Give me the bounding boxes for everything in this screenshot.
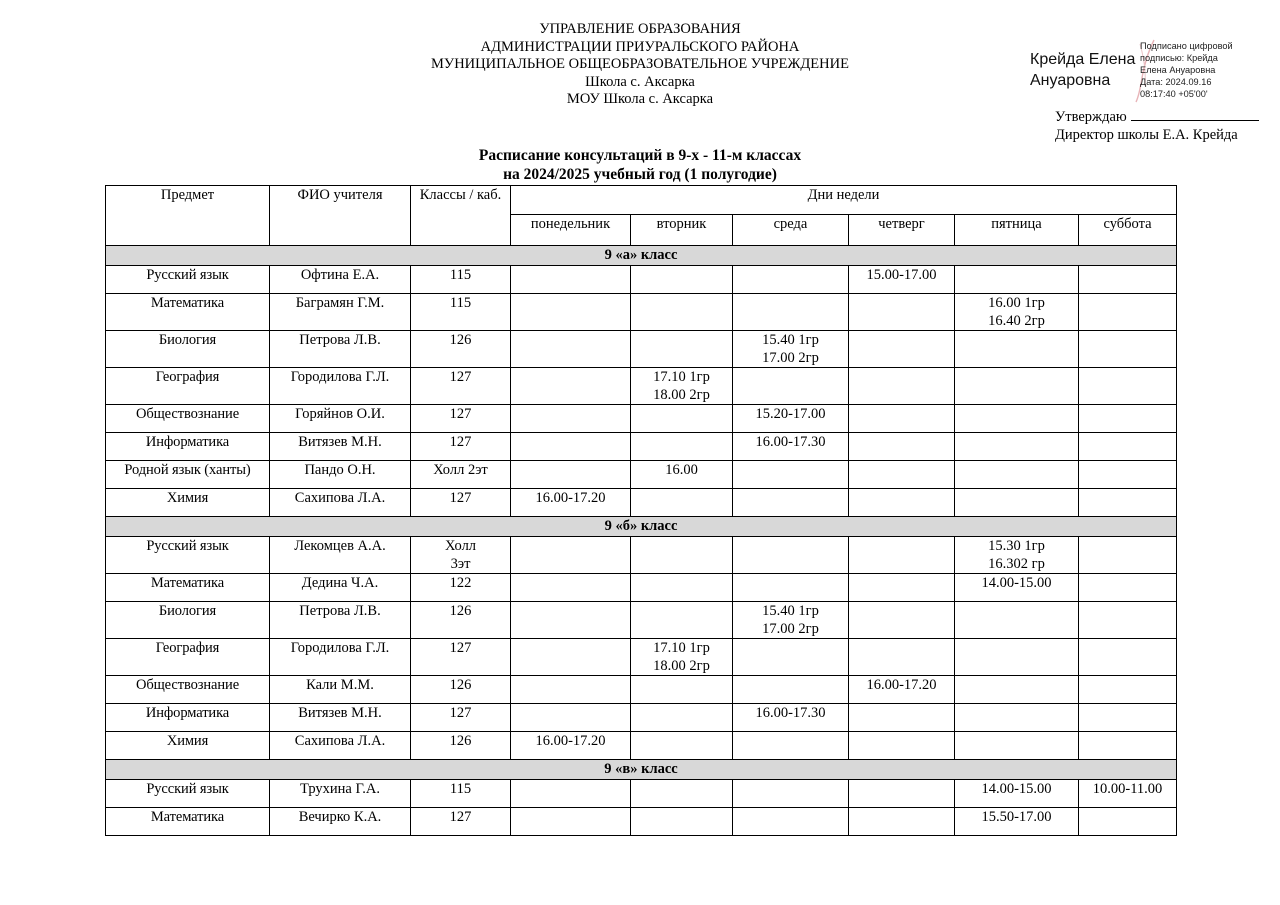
class-section-row [106, 246, 1177, 266]
header-day-wednesday: среда [733, 215, 849, 246]
approve-label: Утверждаю [1055, 109, 1127, 125]
time-cell-friday [955, 266, 1079, 294]
table-row [106, 537, 1177, 574]
room-cell: 126 [411, 732, 511, 760]
cell-line: 15.40 1гр [762, 332, 819, 348]
room-cell: 127 [411, 368, 511, 405]
time-cell-thursday [849, 461, 955, 489]
teacher-cell: Витязев М.Н. [270, 433, 411, 461]
time-cell-monday [511, 461, 631, 489]
table-row [106, 602, 1177, 639]
subject-cell: Русский язык [106, 266, 270, 294]
time-cell-saturday [1079, 368, 1177, 405]
time-cell-wednesday [733, 574, 849, 602]
time-cell-friday [955, 732, 1079, 760]
signer-name [1030, 49, 1135, 91]
cell-line: 15.30 1гр [988, 538, 1045, 554]
time-cell-friday: 14.00-15.00 [955, 780, 1079, 808]
time-cell-saturday [1079, 537, 1177, 574]
time-cell-tuesday [631, 704, 733, 732]
time-cell-wednesday [733, 294, 849, 331]
time-cell-thursday [849, 639, 955, 676]
time-cell-monday [511, 780, 631, 808]
cell-line: 16.40 2гр [988, 313, 1045, 329]
time-cell-saturday [1079, 808, 1177, 836]
time-cell-thursday: 16.00-17.20 [849, 676, 955, 704]
time-cell-tuesday [631, 294, 733, 331]
signer-name-line: Ануаровна [1030, 72, 1111, 89]
time-cell-monday [511, 266, 631, 294]
time-cell-thursday [849, 294, 955, 331]
title-line: Расписание консультаций в 9-х - 11-м классах [478, 147, 802, 164]
time-cell-thursday [849, 602, 955, 639]
time-cell-tuesday [631, 331, 733, 368]
time-cell-tuesday [631, 405, 733, 433]
room-cell: 126 [411, 602, 511, 639]
time-cell-friday [955, 676, 1079, 704]
time-cell-tuesday [631, 639, 733, 676]
subject-cell: Химия [106, 489, 270, 517]
document-title [340, 146, 940, 184]
time-cell-friday [955, 704, 1079, 732]
subject-cell: Биология [106, 331, 270, 368]
header-line: МУНИЦИПАЛЬНОЕ ОБЩЕОБРАЗОВАТЕЛЬНОЕ УЧРЕЖДЕНИЕ [431, 56, 849, 72]
table-row [106, 433, 1177, 461]
time-cell-saturday [1079, 489, 1177, 517]
table-row [106, 732, 1177, 760]
time-cell-tuesday [631, 732, 733, 760]
cell-line: 16.00 1гр [988, 295, 1045, 311]
subject-cell: География [106, 639, 270, 676]
teacher-cell: Трухина Г.А. [270, 780, 411, 808]
signer-name-line: Крейда Елена [1030, 51, 1136, 68]
cell-line: 18.00 2гр [653, 658, 710, 674]
time-cell-monday [511, 676, 631, 704]
time-cell-thursday [849, 331, 955, 368]
subject-cell: Информатика [106, 433, 270, 461]
time-cell-saturday [1079, 294, 1177, 331]
room-cell: 127 [411, 433, 511, 461]
time-cell-tuesday [631, 602, 733, 639]
table-row [106, 704, 1177, 732]
teacher-cell: Лекомцев А.А. [270, 537, 411, 574]
table-row [106, 294, 1177, 331]
class-section-row [106, 517, 1177, 537]
time-cell-saturday [1079, 732, 1177, 760]
table-row [106, 368, 1177, 405]
time-cell-monday [511, 602, 631, 639]
time-cell-friday: 15.50-17.00 [955, 808, 1079, 836]
time-cell-wednesday [733, 266, 849, 294]
time-cell-thursday [849, 780, 955, 808]
time-cell-saturday [1079, 405, 1177, 433]
schedule-body [106, 246, 1177, 836]
time-cell-saturday [1079, 639, 1177, 676]
time-cell-wednesday [733, 732, 849, 760]
cell-line: 17.00 2гр [762, 621, 819, 637]
teacher-cell: Городилова Г.Л. [270, 639, 411, 676]
subject-cell: Информатика [106, 704, 270, 732]
time-cell-friday [955, 602, 1079, 639]
time-cell-friday [955, 294, 1079, 331]
time-cell-thursday [849, 537, 955, 574]
teacher-cell: Петрова Л.В. [270, 602, 411, 639]
room-cell: 127 [411, 639, 511, 676]
class-section-title: 9 «в» класс [106, 760, 1177, 780]
teacher-cell: Горяйнов О.И. [270, 405, 411, 433]
cell-line: Холл [444, 538, 477, 554]
cell-line: 3эт [450, 556, 471, 572]
teacher-cell: Пандо О.Н. [270, 461, 411, 489]
subject-cell: Русский язык [106, 537, 270, 574]
table-row [106, 489, 1177, 517]
time-cell-saturday [1079, 461, 1177, 489]
time-cell-thursday [849, 433, 955, 461]
room-cell: 127 [411, 405, 511, 433]
time-cell-tuesday [631, 266, 733, 294]
time-cell-saturday [1079, 433, 1177, 461]
table-row [106, 808, 1177, 836]
time-cell-tuesday [631, 574, 733, 602]
room-cell: 115 [411, 780, 511, 808]
time-cell-tuesday: 16.00 [631, 461, 733, 489]
time-cell-tuesday [631, 537, 733, 574]
time-cell-saturday: 10.00-11.00 [1079, 780, 1177, 808]
signature-detail-line: Дата: 2024.09.16 [1140, 77, 1212, 87]
time-cell-tuesday [631, 780, 733, 808]
teacher-cell: Кали М.М. [270, 676, 411, 704]
time-cell-monday [511, 808, 631, 836]
consultation-schedule-table [105, 185, 1177, 836]
table-row [106, 574, 1177, 602]
time-cell-saturday [1079, 331, 1177, 368]
subject-cell: Обществознание [106, 676, 270, 704]
cell-line: 16.302 гр [988, 556, 1045, 572]
table-row [106, 461, 1177, 489]
time-cell-wednesday: 16.00-17.30 [733, 433, 849, 461]
time-cell-tuesday [631, 676, 733, 704]
teacher-cell: Городилова Г.Л. [270, 368, 411, 405]
time-cell-monday [511, 294, 631, 331]
time-cell-wednesday [733, 368, 849, 405]
time-cell-monday [511, 368, 631, 405]
subject-cell: Биология [106, 602, 270, 639]
signature-detail-line: Подписано цифровой [1140, 41, 1233, 51]
table-row [106, 780, 1177, 808]
header-teacher: ФИО учителя [270, 186, 411, 246]
header-subject: Предмет [106, 186, 270, 246]
time-cell-wednesday [733, 639, 849, 676]
header-line: УПРАВЛЕНИЕ ОБРАЗОВАНИЯ [539, 21, 741, 37]
time-cell-friday [955, 405, 1079, 433]
table-row [106, 676, 1177, 704]
time-cell-saturday [1079, 602, 1177, 639]
teacher-cell: Вечирко К.А. [270, 808, 411, 836]
time-cell-wednesday [733, 461, 849, 489]
time-cell-wednesday: 15.20-17.00 [733, 405, 849, 433]
table-row [106, 639, 1177, 676]
header-day-thursday: четверг [849, 215, 955, 246]
subject-cell: Русский язык [106, 780, 270, 808]
room-cell: 115 [411, 294, 511, 331]
time-cell-friday [955, 331, 1079, 368]
approve-signature-line [1131, 108, 1259, 121]
teacher-cell: Сахипова Л.А. [270, 489, 411, 517]
time-cell-friday [955, 489, 1079, 517]
time-cell-thursday [849, 704, 955, 732]
time-cell-thursday [849, 574, 955, 602]
time-cell-wednesday [733, 331, 849, 368]
time-cell-wednesday [733, 780, 849, 808]
class-section-title: 9 «а» класс [106, 246, 1177, 266]
time-cell-wednesday [733, 808, 849, 836]
time-cell-saturday [1079, 676, 1177, 704]
class-section-row [106, 760, 1177, 780]
time-cell-friday [955, 537, 1079, 574]
cell-line: 18.00 2гр [653, 387, 710, 403]
signature-detail-line: Елена Ануаровна [1140, 65, 1216, 75]
time-cell-tuesday [631, 489, 733, 517]
room-cell: 126 [411, 676, 511, 704]
time-cell-tuesday [631, 808, 733, 836]
time-cell-thursday [849, 405, 955, 433]
header-line: МОУ Школа с. Аксарка [566, 91, 714, 107]
class-section-title: 9 «б» класс [106, 517, 1177, 537]
time-cell-friday: 14.00-15.00 [955, 574, 1079, 602]
subject-cell: Химия [106, 732, 270, 760]
table-row [106, 405, 1177, 433]
room-cell: 127 [411, 808, 511, 836]
title-line: на 2024/2025 учебный год (1 полугодие) [503, 166, 777, 183]
signature-details [1140, 40, 1233, 100]
time-cell-monday [511, 639, 631, 676]
subject-cell: Математика [106, 808, 270, 836]
room-cell: 126 [411, 331, 511, 368]
cell-line: 17.10 1гр [653, 640, 710, 656]
time-cell-wednesday [733, 537, 849, 574]
header-day-tuesday: вторник [631, 215, 733, 246]
time-cell-friday [955, 433, 1079, 461]
teacher-cell: Баграмян Г.М. [270, 294, 411, 331]
time-cell-friday [955, 368, 1079, 405]
time-cell-thursday: 15.00-17.00 [849, 266, 955, 294]
time-cell-monday [511, 433, 631, 461]
teacher-cell: Сахипова Л.А. [270, 732, 411, 760]
room-cell: 127 [411, 704, 511, 732]
teacher-cell: Витязев М.Н. [270, 704, 411, 732]
table-row [106, 331, 1177, 368]
time-cell-friday [955, 461, 1079, 489]
header-days-group: Дни недели [511, 186, 1177, 215]
approval-block [1055, 108, 1259, 144]
time-cell-monday [511, 331, 631, 368]
teacher-cell: Дедина Ч.А. [270, 574, 411, 602]
time-cell-wednesday: 16.00-17.30 [733, 704, 849, 732]
header-line: Школа с. Аксарка [585, 73, 695, 90]
time-cell-saturday [1079, 266, 1177, 294]
time-cell-monday: 16.00-17.20 [511, 732, 631, 760]
digital-signature-stamp [1030, 38, 1275, 104]
time-cell-monday [511, 704, 631, 732]
subject-cell: Обществознание [106, 405, 270, 433]
institution-header [340, 21, 940, 109]
time-cell-friday [955, 639, 1079, 676]
time-cell-thursday [849, 368, 955, 405]
signature-detail-line: подписью: Крейда [1140, 53, 1218, 63]
teacher-cell: Петрова Л.В. [270, 331, 411, 368]
header-class-room: Классы / каб. [411, 186, 511, 246]
time-cell-thursday [849, 489, 955, 517]
time-cell-thursday [849, 808, 955, 836]
time-cell-monday [511, 537, 631, 574]
signature-detail-line: 08:17:40 +05'00' [1140, 89, 1208, 99]
subject-cell: Математика [106, 294, 270, 331]
time-cell-wednesday [733, 489, 849, 517]
subject-cell: Математика [106, 574, 270, 602]
time-cell-saturday [1079, 574, 1177, 602]
room-cell: 115 [411, 266, 511, 294]
subject-cell: География [106, 368, 270, 405]
time-cell-tuesday [631, 433, 733, 461]
table-row [106, 266, 1177, 294]
time-cell-thursday [849, 732, 955, 760]
header-day-monday: понедельник [511, 215, 631, 246]
subject-cell: Родной язык (ханты) [106, 461, 270, 489]
room-cell: 122 [411, 574, 511, 602]
time-cell-monday [511, 574, 631, 602]
header-line: АДМИНИСТРАЦИИ ПРИУРАЛЬСКОГО РАЙОНА [480, 38, 800, 55]
cell-line: 17.10 1гр [653, 369, 710, 385]
cell-line: 15.40 1гр [762, 603, 819, 619]
teacher-cell: Офтина Е.А. [270, 266, 411, 294]
time-cell-tuesday [631, 368, 733, 405]
time-cell-monday [511, 405, 631, 433]
time-cell-saturday [1079, 704, 1177, 732]
director-label: Директор школы Е.А. Крейда [1055, 127, 1238, 143]
room-cell: Холл 2эт [411, 461, 511, 489]
room-cell: 127 [411, 489, 511, 517]
header-day-friday: пятница [955, 215, 1079, 246]
room-cell [411, 537, 511, 574]
time-cell-monday: 16.00-17.20 [511, 489, 631, 517]
time-cell-wednesday [733, 602, 849, 639]
cell-line: 17.00 2гр [762, 350, 819, 366]
header-day-saturday: суббота [1079, 215, 1177, 246]
time-cell-wednesday [733, 676, 849, 704]
